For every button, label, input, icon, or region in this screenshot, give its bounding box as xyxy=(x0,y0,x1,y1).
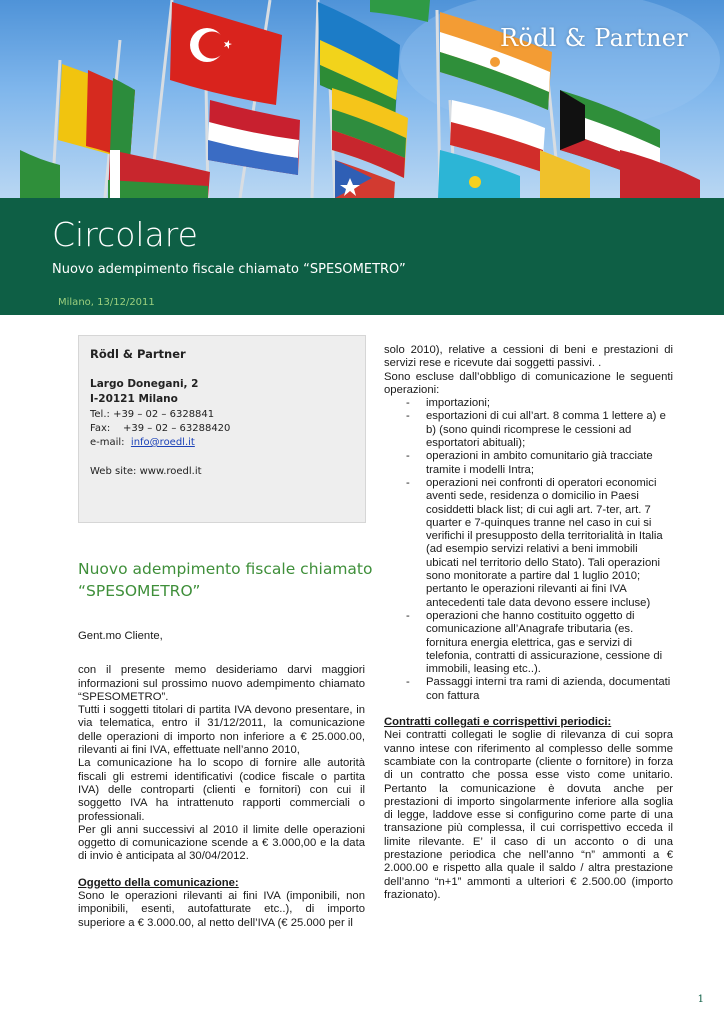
list-item xyxy=(384,676,673,703)
contact-email-link[interactable]: info@roedl.it xyxy=(130,437,195,448)
page-title: Circolare xyxy=(52,215,198,254)
list-item xyxy=(384,477,673,610)
list-item xyxy=(384,410,673,450)
body-paragraph: Per gli anni successivi al 2010 il limite delle operazioni oggetto di comunicazione scende a € 3.000,00 e la data di invio è anticipata al 30/04/2012. xyxy=(78,823,365,863)
contact-email xyxy=(90,437,195,448)
contact-fax-number: +39 – 02 – 63288420 xyxy=(122,423,231,434)
list-item-text: operazioni che hanno costituito oggetto di comunicazione all’Anagrafe tributaria (es. fornitura energia elettrica, gas e servizi di telefonia, contratti di assicurazione, cessione di immobili, leasing etc..). xyxy=(426,609,663,676)
contact-fax-label: Fax: xyxy=(90,423,111,434)
dash-bullet: - xyxy=(406,450,410,463)
contact-fax xyxy=(90,423,230,434)
left-column xyxy=(78,630,365,930)
list-item xyxy=(384,397,673,410)
subheading-contratti: Contratti collegati e corrispettivi periodici: xyxy=(384,716,612,729)
body-paragraph: Tutti i soggetti titolari di partita IVA devono presentare, in via telematica, entro il 31/12/2011, la comunicazione delle operazioni di importo non inferiore a € 25.000.00, rilevanti ai fini IVA, effettuate nell’anno 2010, xyxy=(78,704,365,757)
contact-firm: Rödl & Partner xyxy=(90,347,186,361)
body-paragraph: con il presente memo desideriamo darvi maggiori informazioni sul prossimo nuovo adempimento chiamato “SPESOMETRO”. xyxy=(78,664,365,703)
contact-email-label: e-mail: xyxy=(90,437,125,448)
header-flags-photo xyxy=(0,0,724,198)
issue-date: Milano, 13/12/2011 xyxy=(58,297,155,308)
contact-box xyxy=(78,335,366,523)
section-title: Nuovo adempimento fiscale chiamato “SPESOMETRO” xyxy=(78,560,373,600)
dash-bullet: - xyxy=(406,609,410,622)
body-paragraph: La comunicazione ha lo scopo di fornire alle autorità fiscali gli estremi identificativi (codice fiscale o partita IVA) delle controparti (clienti e fornitori) con cui il soggetto IVA ha intrattenuto rapporti commerciali o professionali. xyxy=(78,757,365,823)
greeting: Gent.mo Cliente, xyxy=(78,630,163,642)
list-item-text: importazioni; xyxy=(426,397,491,410)
body-paragraph: solo 2010), relative a cessioni di beni e prestazioni di servizi rese e ricevute dai soggetti passivi. . xyxy=(384,344,673,370)
body-paragraph: Sono escluse dall’obbligo di comunicazione le seguenti operazioni: xyxy=(384,370,673,396)
body-paragraph: Nei contratti collegati le soglie di rilevanza di cui sopra vanno intese con riferimento al complesso delle somme scambiate con la controparte (cliente o fornitore) in forza di un contratto che possa esse visto come unitario. Pertanto la comunicazione è dovuta anche per prestazioni di importo singolarmente inferiore alla soglia di legge, laddove esse si configurino come parte di una transazione più complessa, il cui corrispettivo ecceda il limite rilevante. E’ il caso di un acconto o di una prestazione periodica che nell’anno “n” ammonti a € 2.000.00 e rispetto alla quale il saldo / altra prestazione dell’anno “n+1” ammonti a ulteriori € 2.500.00 (importo frazionato). xyxy=(384,729,673,901)
dash-bullet: - xyxy=(406,676,410,689)
list-item-text: esportazioni di cui all’art. 8 comma 1 lettere a) e b) (sono quindi ricomprese le cessioni ad esportatori abituali); xyxy=(426,410,666,450)
list-item xyxy=(384,610,673,676)
page-subtitle: Nuovo adempimento fiscale chiamato “SPESOMETRO” xyxy=(52,262,406,277)
list-item xyxy=(384,450,673,477)
page-number: 1 xyxy=(697,994,704,1005)
contact-tel: Tel.: +39 – 02 – 6328841 xyxy=(90,409,215,420)
contact-website: Web site: www.roedl.it xyxy=(90,466,202,477)
contact-address-street: Largo Donegani, 2 xyxy=(90,378,199,390)
list-item-text: operazioni nei confronti di operatori economici aventi sede, residenza o domicilio in Paesi cosiddetti black list; di cui agli art. 7-ter, art. 7 quarter e 7-quinques tranne nel caso in cui si verifichi il presupposto della territorialità in Italia (ad esempio servizi relativi a beni immobili ubicati nel territorio dello Stato). Tali operazioni sono monitorate a partire dal 1 luglio 2010; pertanto le operazioni rilevanti ai fini IVA antecedenti tale data devono essere incluse) xyxy=(426,476,663,609)
dash-bullet: - xyxy=(406,410,410,423)
contact-address-city: I-20121 Milano xyxy=(90,393,178,405)
brand-logo-text: Rödl & Partner xyxy=(499,24,688,52)
list-item-text: Passaggi interni tra rami di azienda, documentati con fattura xyxy=(426,676,671,702)
subheading-oggetto: Oggetto della comunicazione: xyxy=(78,876,239,889)
dash-bullet: - xyxy=(406,476,410,489)
dash-bullet: - xyxy=(406,397,410,410)
list-item-text: operazioni in ambito comunitario già tracciate tramite i modelli Intra; xyxy=(426,450,653,476)
body-paragraph: Sono le operazioni rilevanti ai fini IVA (imponibili, non imponibili, esenti, autofatturate etc..), di importo superiore a € 3.000.00, al netto dell’IVA (€ 25.000 per il xyxy=(78,890,365,929)
right-column xyxy=(384,344,673,902)
exclusions-list xyxy=(384,397,673,703)
